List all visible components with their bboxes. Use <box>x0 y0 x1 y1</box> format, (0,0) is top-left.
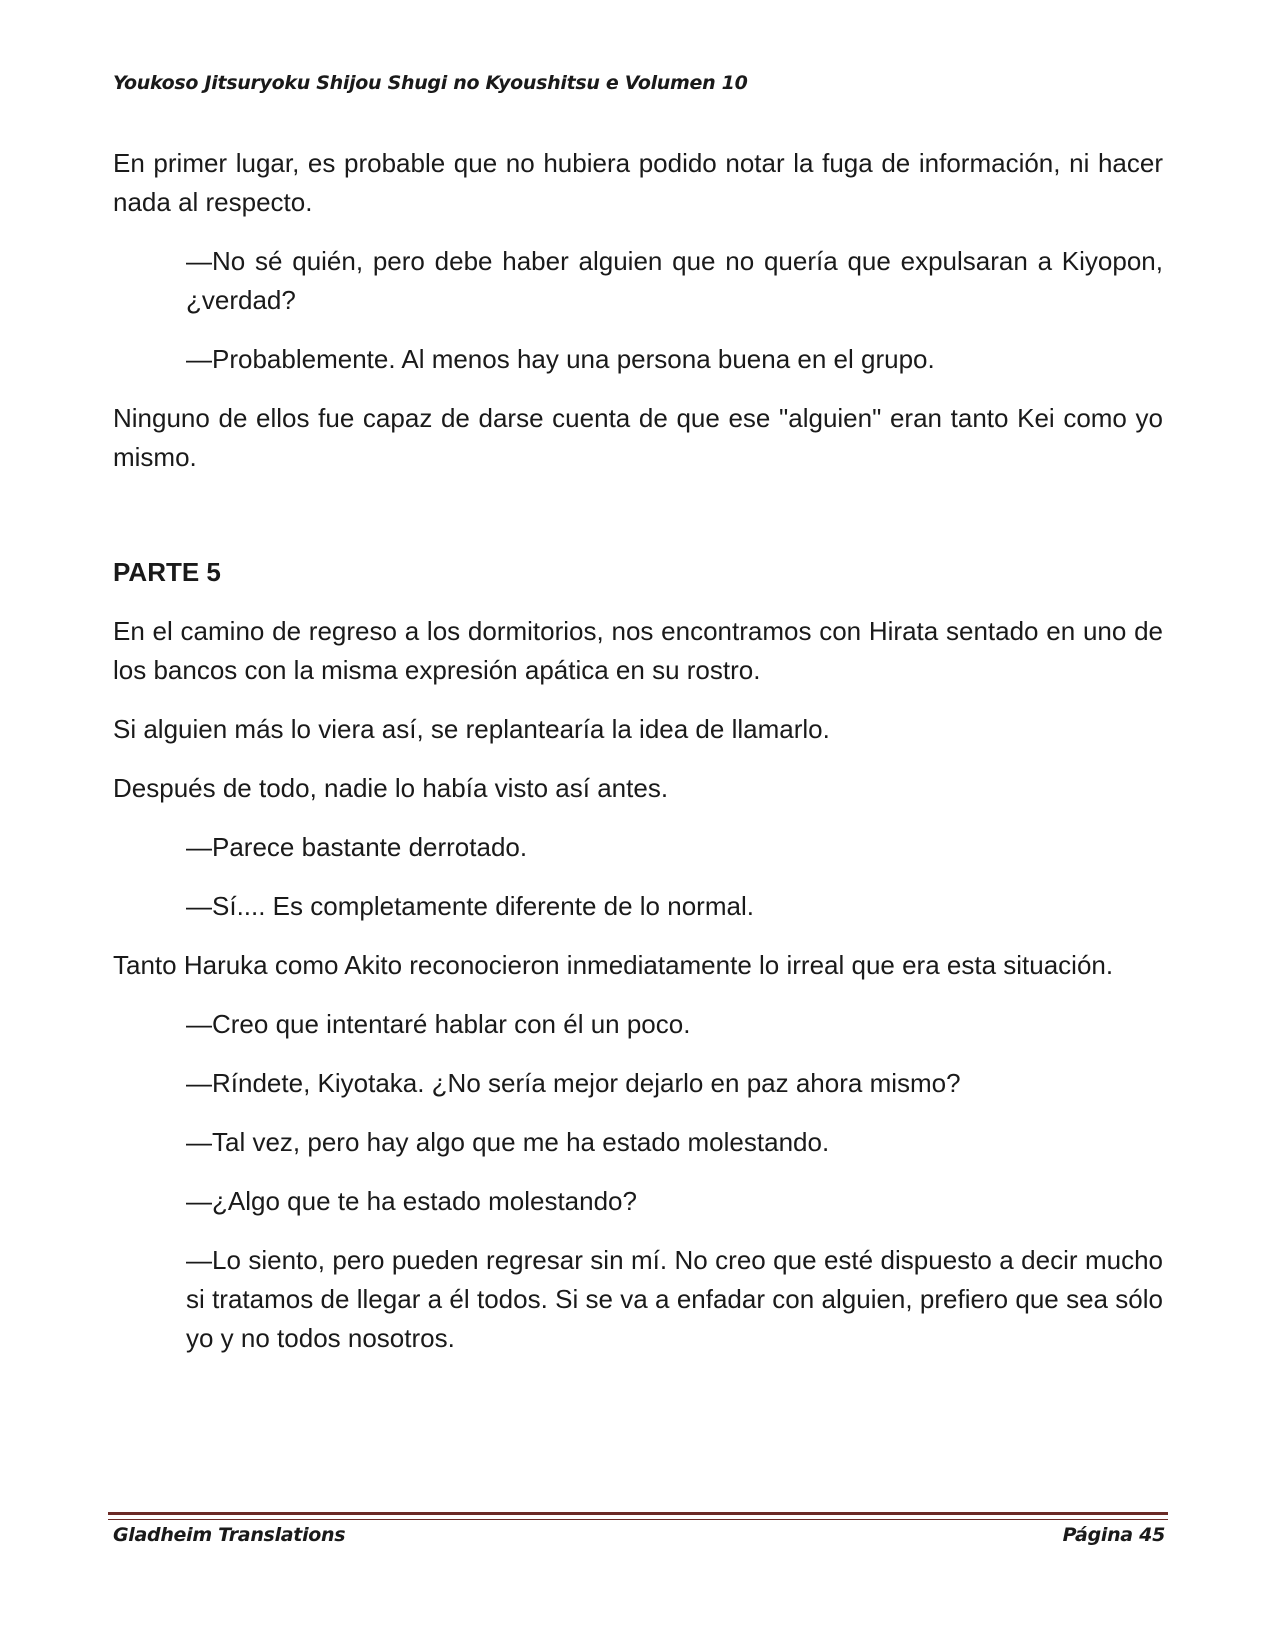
paragraph: Ninguno de ellos fue capaz de darse cuenta de que ese "alguien" eran tanto Kei como yo mismo. <box>113 403 1163 472</box>
footer-divider-thin <box>108 1519 1168 1520</box>
footer-divider <box>108 1512 1168 1515</box>
dialogue-line: —Sí.... Es completamente diferente de lo normal. <box>186 891 754 921</box>
dialogue-line: —Lo siento, pero pueden regresar sin mí. No creo que esté dispuesto a decir mucho si tratamos de llegar a él todos. Si se va a enfadar con alguien, prefiero que sea sólo yo y no todos nosotros. <box>186 1245 1163 1353</box>
running-header-title: Youkoso Jitsuryoku Shijou Shugi no Kyoushitsu e Volumen 10 <box>113 72 748 94</box>
dialogue-line: —No sé quién, pero debe haber alguien que no quería que expulsaran a Kiyopon, ¿verdad? <box>186 246 1163 315</box>
footer-publisher: Gladheim Translations <box>113 1524 346 1546</box>
dialogue-line: —Probablemente. Al menos hay una persona buena en el grupo. <box>186 344 935 374</box>
paragraph: Tanto Haruka como Akito reconocieron inmediatamente lo irreal que era esta situación. <box>113 950 1114 980</box>
paragraph: Después de todo, nadie lo había visto así antes. <box>113 773 669 803</box>
dialogue-line: —Creo que intentaré hablar con él un poco. <box>186 1009 691 1039</box>
paragraph: Si alguien más lo viera así, se replantearía la idea de llamarlo. <box>113 714 830 744</box>
section-heading: PARTE 5 <box>113 557 221 587</box>
paragraph: En primer lugar, es probable que no hubiera podido notar la fuga de información, ni hacer nada al respecto. <box>113 148 1163 217</box>
footer-page-number: Página 45 <box>1062 1524 1165 1546</box>
dialogue-line: —Tal vez, pero hay algo que me ha estado molestando. <box>186 1127 830 1157</box>
body-text <box>113 144 1163 1378</box>
dialogue-line: —Ríndete, Kiyotaka. ¿No sería mejor dejarlo en paz ahora mismo? <box>186 1068 961 1098</box>
dialogue-line: —¿Algo que te ha estado molestando? <box>186 1186 637 1216</box>
paragraph: En el camino de regreso a los dormitorios, nos encontramos con Hirata sentado en uno de los bancos con la misma expresión apática en su rostro. <box>113 616 1163 685</box>
dialogue-line: —Parece bastante derrotado. <box>186 832 528 862</box>
